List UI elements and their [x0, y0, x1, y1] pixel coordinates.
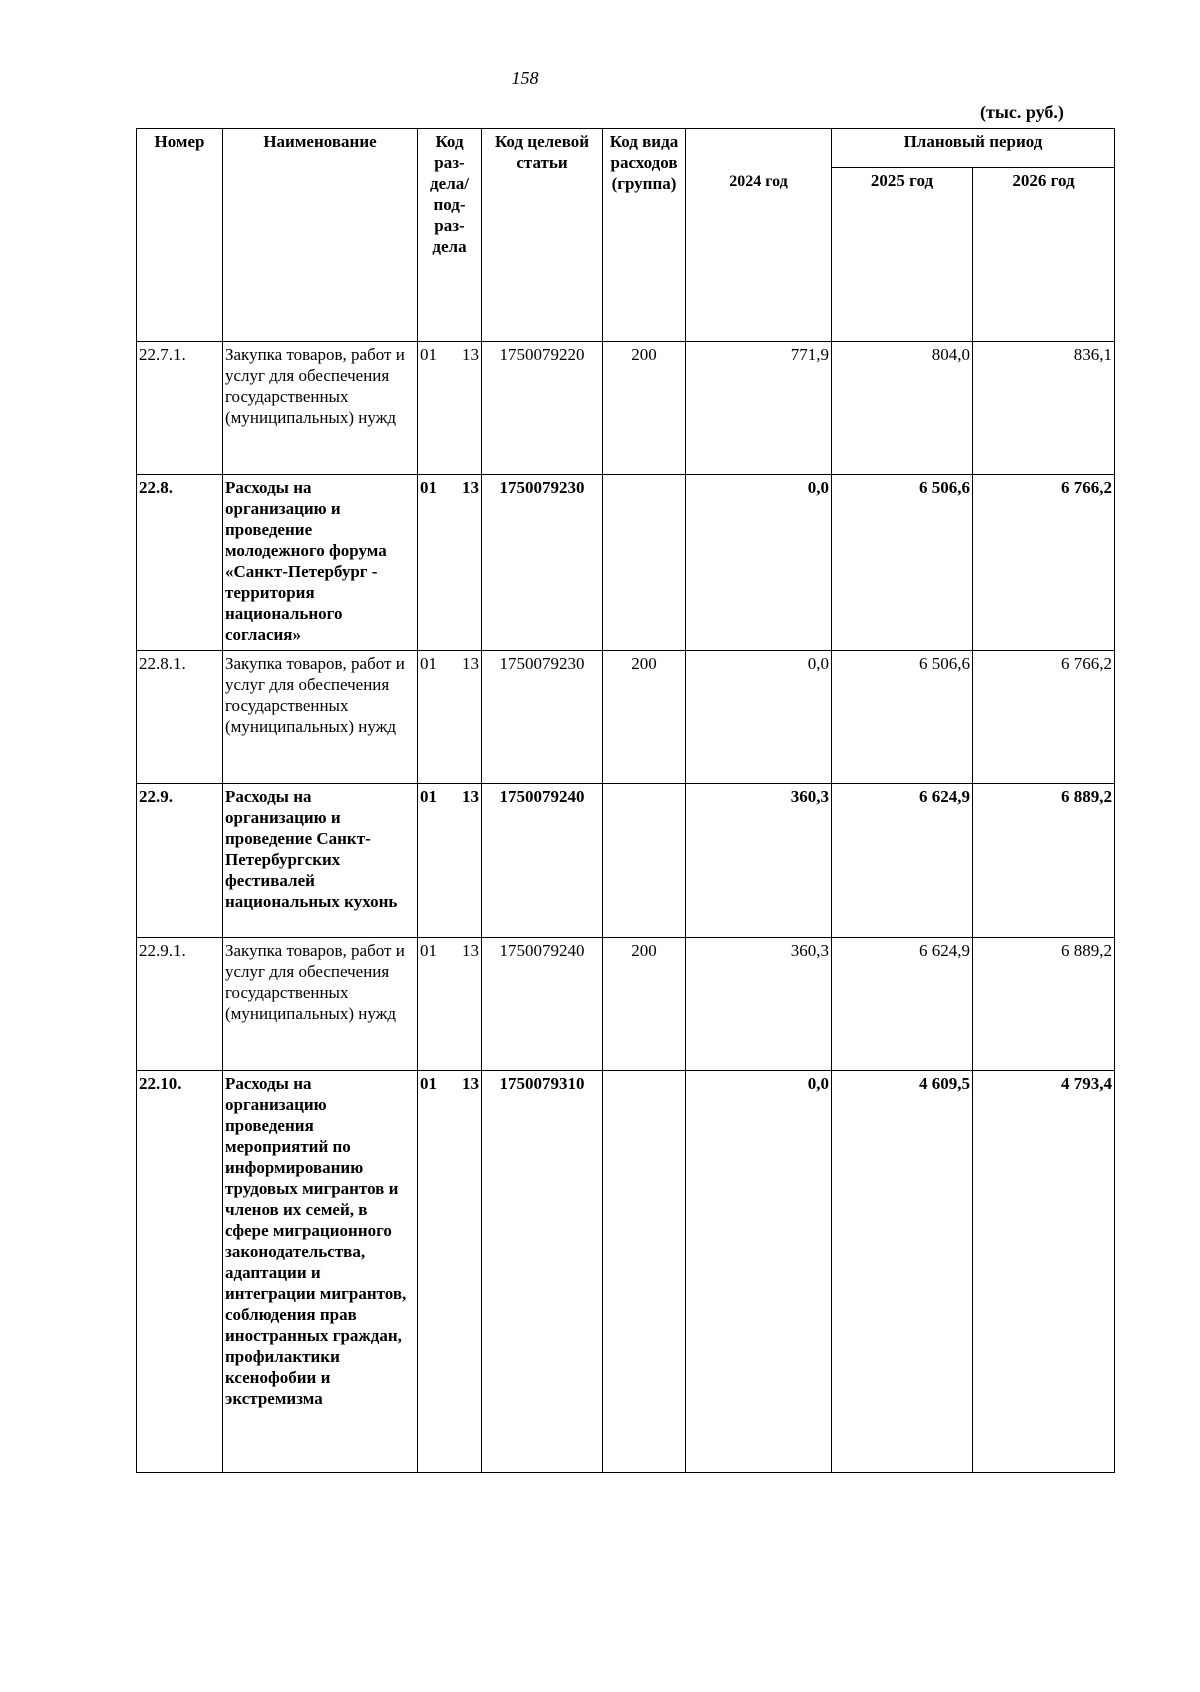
header-year-2026: 2026 год [973, 168, 1115, 342]
header-kvr: Код вида расходов (группа) [603, 129, 686, 342]
table-row [137, 475, 1115, 651]
row-value-2026: 6 889,2 [973, 938, 1115, 1071]
header-planned-period: Плановый период [832, 129, 1115, 168]
row-value-2026: 6 889,2 [973, 784, 1115, 938]
row-number: 22.7.1. [137, 342, 223, 475]
row-value-2026: 6 766,2 [973, 651, 1115, 784]
row-name: Закупка товаров, работ и услуг для обеспечения государственных (муниципальных) нужд [223, 938, 418, 1071]
row-razdel [418, 342, 482, 475]
header-year-2025: 2025 год [832, 168, 973, 342]
row-value-2025: 4 609,5 [832, 1071, 973, 1473]
row-value-2025: 6 624,9 [832, 784, 973, 938]
row-value-2025: 6 624,9 [832, 938, 973, 1071]
table-row [137, 342, 1115, 475]
row-razdel-code: 01 [420, 787, 437, 806]
row-razdel [418, 938, 482, 1071]
header-razdel: Код раз-дела/ под-раз-дела [418, 129, 482, 342]
row-csr: 1750079230 [482, 475, 603, 651]
row-csr: 1750079310 [482, 1071, 603, 1473]
row-podrazdel-code: 13 [462, 1074, 479, 1093]
row-razdel-code: 01 [420, 478, 437, 497]
row-razdel [418, 651, 482, 784]
row-podrazdel-code: 13 [462, 345, 479, 364]
row-razdel [418, 475, 482, 651]
row-number: 22.8.1. [137, 651, 223, 784]
row-value-2024: 360,3 [686, 784, 832, 938]
row-podrazdel-code: 13 [462, 941, 479, 960]
row-name: Расходы на организацию и проведение Санкт-Петербургских фестивалей национальных кухонь [223, 784, 418, 938]
page-number: 158 [511, 68, 539, 88]
row-razdel-code: 01 [420, 941, 437, 960]
row-kvr: 200 [603, 651, 686, 784]
row-value-2026: 836,1 [973, 342, 1115, 475]
row-value-2025: 6 506,6 [832, 651, 973, 784]
row-name: Расходы на организацию и проведение молодежного форума «Санкт-Петербург - территория национального согласия» [223, 475, 418, 651]
row-razdel [418, 1071, 482, 1473]
table-body [137, 342, 1115, 1473]
row-podrazdel-code: 13 [462, 654, 479, 673]
row-csr: 1750079220 [482, 342, 603, 475]
row-razdel-code: 01 [420, 1074, 437, 1093]
row-value-2024: 0,0 [686, 651, 832, 784]
row-value-2024: 360,3 [686, 938, 832, 1071]
row-podrazdel-code: 13 [462, 787, 479, 806]
row-razdel-code: 01 [420, 345, 437, 364]
table-row [137, 938, 1115, 1071]
row-razdel [418, 784, 482, 938]
row-kvr [603, 475, 686, 651]
header-row [137, 129, 1115, 168]
row-value-2024: 0,0 [686, 1071, 832, 1473]
table-row [137, 651, 1115, 784]
row-number: 22.10. [137, 1071, 223, 1473]
row-name: Расходы на организацию проведения мероприятий по информированию трудовых мигрантов и членов их семей, в сфере миграционного законодательства, адаптации и интеграции мигрантов, соблюдения прав иностранных граждан, профилактики ксенофобии и экстремизма [223, 1071, 418, 1473]
header-number: Номер [137, 129, 223, 342]
row-value-2026: 4 793,4 [973, 1071, 1115, 1473]
row-podrazdel-code: 13 [462, 478, 479, 497]
row-csr: 1750079240 [482, 938, 603, 1071]
row-name: Закупка товаров, работ и услуг для обеспечения государственных (муниципальных) нужд [223, 651, 418, 784]
row-number: 22.9.1. [137, 938, 223, 1071]
row-value-2025: 6 506,6 [832, 475, 973, 651]
row-value-2024: 771,9 [686, 342, 832, 475]
row-value-2024: 0,0 [686, 475, 832, 651]
row-kvr [603, 784, 686, 938]
budget-table [136, 128, 1115, 1473]
row-number: 22.8. [137, 475, 223, 651]
row-csr: 1750079230 [482, 651, 603, 784]
row-kvr: 200 [603, 342, 686, 475]
row-value-2025: 804,0 [832, 342, 973, 475]
table-row [137, 784, 1115, 938]
row-kvr [603, 1071, 686, 1473]
row-csr: 1750079240 [482, 784, 603, 938]
header-name: Наименование [223, 129, 418, 342]
row-number: 22.9. [137, 784, 223, 938]
header-csr: Код целевой статьи [482, 129, 603, 342]
units-label: (тыс. руб.) [980, 102, 1064, 122]
row-razdel-code: 01 [420, 654, 437, 673]
row-value-2026: 6 766,2 [973, 475, 1115, 651]
table-row [137, 1071, 1115, 1473]
row-name: Закупка товаров, работ и услуг для обеспечения государственных (муниципальных) нужд [223, 342, 418, 475]
header-year-2024: 2024 год [686, 129, 832, 342]
row-kvr: 200 [603, 938, 686, 1071]
